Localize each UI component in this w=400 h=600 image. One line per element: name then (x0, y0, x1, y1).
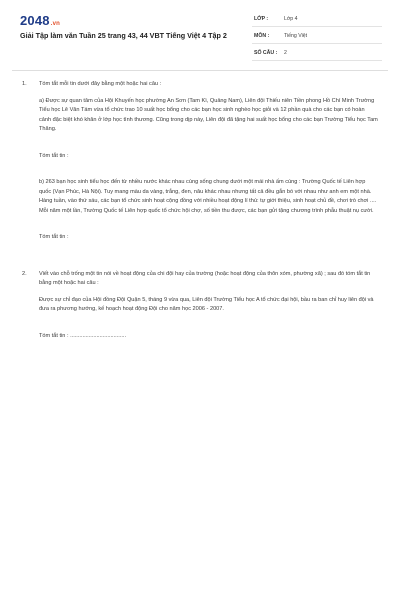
news-item-text: Được sự chỉ đạo của Hội đồng Đội Quận 5, tháng 9 vừa qua, Liên đội Trường Tiểu học A tổ chức đại hội, bầu ra ban chỉ huy liên đội và đưa ra phương hướng, kế hoạch hoạt động Đội cho năm học 2006 - 2007. (39, 296, 374, 312)
document-title: Giải Tập làm văn Tuần 25 trang 43, 44 VBT Tiếng Việt 4 Tập 2 (20, 31, 227, 40)
question-prompt: Viết vào chỗ trống một tin nói về hoạt động của chi đội hay của trường (hoặc hoạt động của thôn xóm, phường xã) ; sau đó tóm tắt tin bằng một hoặc hai câu : (39, 270, 371, 286)
news-item-b: b) 263 bạn học sinh tiểu học đến từ nhiều nước khác nhau cùng sống chung dưới một mái nhà ấm cúng : Trường Quốc tế Liên hợp quốc (Vạn Phúc, Hà Nội). Tuy mang màu da vàng, trắng, đen, nâu khác nhau nhưng tất cả đều gắn bó với nhau như anh em một nhà. Hàng tuần, vào thứ sáu, các bạn tổ chức sinh hoạt cộng đồng với nhiều hoạt động lí thú: tự giới thiệu, sinh hoạt chủ đề, chơi trò chơi .... Mỗi năm một lần, Trường Quốc tế Liên hợp quốc tổ chức hội chợ, số tiền thu được, các bạn gửi tặng chương trình phẫu thuật nụ cười. (39, 179, 377, 214)
meta-value-grade: Lớp 4 (284, 16, 298, 22)
meta-panel (252, 12, 382, 63)
summary-label-a: Tóm tắt tin : (39, 152, 69, 159)
meta-label-grade: LỚP : (254, 16, 269, 22)
meta-row-grade (252, 12, 382, 27)
meta-value-question-count: 2 (284, 50, 287, 56)
content-body (22, 80, 378, 348)
meta-label-subject: MÔN : (254, 33, 270, 39)
summary-label: Tóm tắt tin : .................................... (39, 332, 127, 339)
header-divider (12, 70, 388, 71)
summary-label-b: Tóm tắt tin : (39, 234, 69, 240)
question-2 (22, 270, 378, 342)
logo-suffix: .vn (50, 21, 61, 27)
news-item-a: a) Được sự quan tâm của Hội Khuyến học phường An Sơn (Tam Kì, Quảng Nam), Liên đội Thiếu niên Tiền phong Hồ Chí Minh Trường Tiểu học Lê Văn Tám vừa tổ chức trao 10 suất học bổng cho các bạn học sinh nghèo học giỏi và 12 phần quà cho các bạn có hoàn cảnh đặc biệt khó khăn ở lớp học tình thương. Cũng trong dịp này, Liên đội đã tặng hai suất học bổng cho các bạn Trường Tiểu học Tam Thăng. (39, 97, 378, 132)
question-number: 2. (22, 270, 27, 277)
logo-text: 2048 (20, 13, 50, 28)
question-1 (22, 80, 378, 243)
question-number: 1. (22, 81, 27, 87)
page-header (0, 0, 400, 62)
meta-value-subject: Tiếng Việt (284, 33, 308, 39)
site-logo[interactable] (20, 13, 60, 28)
meta-label-question-count: SỐ CÂU : (254, 50, 278, 56)
question-prompt: Tóm tắt mỗi tin dưới đây bằng một hoặc hai câu : (39, 81, 162, 87)
meta-row-subject (252, 29, 382, 44)
meta-row-question-count (252, 46, 382, 61)
